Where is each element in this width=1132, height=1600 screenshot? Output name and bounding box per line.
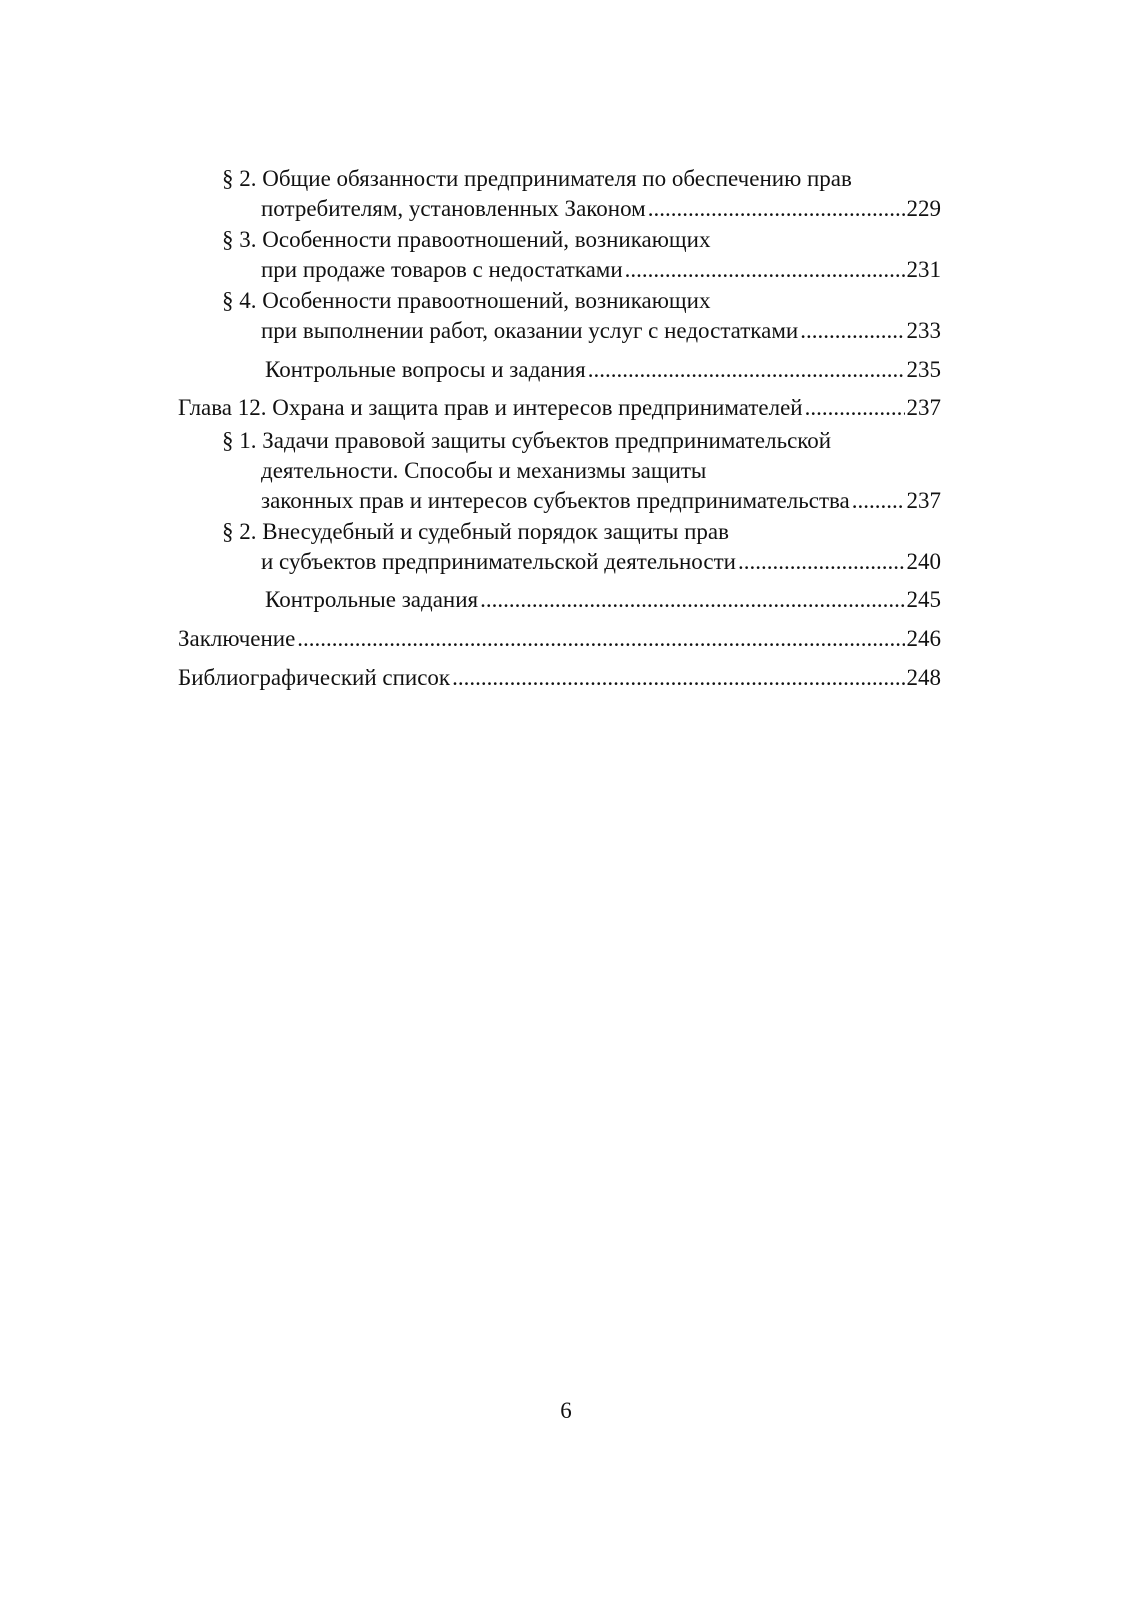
toc-entry-text: Контрольные вопросы и задания [265, 357, 586, 382]
toc-page-number: 237 [906, 488, 941, 513]
toc-entry-link[interactable] [265, 585, 941, 615]
dot-leader [297, 624, 904, 654]
toc-chapter-link[interactable] [178, 624, 941, 654]
toc-chapter-text: Библиографический список [178, 665, 451, 690]
toc-entry-text: деятельности. Способы и механизмы защиты [261, 458, 707, 483]
toc-page-number: 229 [906, 196, 941, 221]
toc-entry-heading-line [222, 286, 710, 316]
toc-page-number: 231 [906, 257, 941, 282]
toc-entry-text: при выполнении работ, оказании услуг с недостатками [261, 318, 799, 343]
dot-leader [800, 316, 904, 346]
toc-entry-text: Контрольные задания [265, 587, 479, 612]
toc-page-number: 248 [906, 665, 941, 690]
toc-entry-text: § 2. Внесудебный и судебный порядок защиты прав [222, 519, 729, 544]
dot-leader [738, 547, 905, 577]
toc-entry-link[interactable] [261, 486, 941, 516]
dot-leader [805, 393, 905, 423]
toc-entry-text: при продаже товаров с недостатками [261, 257, 623, 282]
toc-chapter-link[interactable] [178, 393, 941, 423]
toc-entry-heading-line [261, 456, 706, 486]
toc-page-number: 233 [906, 318, 941, 343]
toc-chapter-text: Глава 12. Охрана и защита прав и интересов предпринимателей [178, 395, 803, 420]
toc-entry-heading-line [222, 164, 852, 194]
toc-entry-heading-line [222, 426, 831, 456]
toc-entry-link[interactable] [261, 547, 941, 577]
toc-page-number: 245 [906, 587, 941, 612]
dot-leader [452, 663, 904, 693]
toc-entry-text: § 3. Особенности правоотношений, возникающих [222, 227, 711, 252]
toc-chapter-text: Заключение [178, 626, 296, 651]
toc-entry-link[interactable] [261, 316, 941, 346]
page-number: 6 [560, 1398, 572, 1423]
toc-entry-text: и субъектов предпринимательской деятельности [261, 549, 736, 574]
dot-leader [480, 585, 904, 615]
toc-entry-link[interactable] [261, 255, 941, 285]
toc-entry-heading-line [222, 517, 729, 547]
toc-entry-text: § 2. Общие обязанности предпринимателя по обеспечению прав [222, 166, 852, 191]
dot-leader [648, 194, 905, 224]
toc-entry-text: § 1. Задачи правовой защиты субъектов предпринимательской [222, 428, 832, 453]
toc-page-number: 246 [906, 626, 941, 651]
dot-leader [852, 486, 905, 516]
toc-entry-link[interactable] [265, 355, 941, 385]
toc-entry-text: § 4. Особенности правоотношений, возникающих [222, 288, 711, 313]
toc-entry-text: законных прав и интересов субъектов предпринимательства [261, 488, 850, 513]
toc-page-number: 240 [906, 549, 941, 574]
dot-leader [588, 355, 905, 385]
toc-chapter-link[interactable] [178, 663, 941, 693]
toc-page-number: 237 [906, 395, 941, 420]
toc-page-number: 235 [906, 357, 941, 382]
toc-entry-link[interactable] [261, 194, 941, 224]
toc-entry-text: потребителям, установленных Законом [261, 196, 646, 221]
toc-entry-heading-line [222, 225, 710, 255]
dot-leader [625, 255, 905, 285]
